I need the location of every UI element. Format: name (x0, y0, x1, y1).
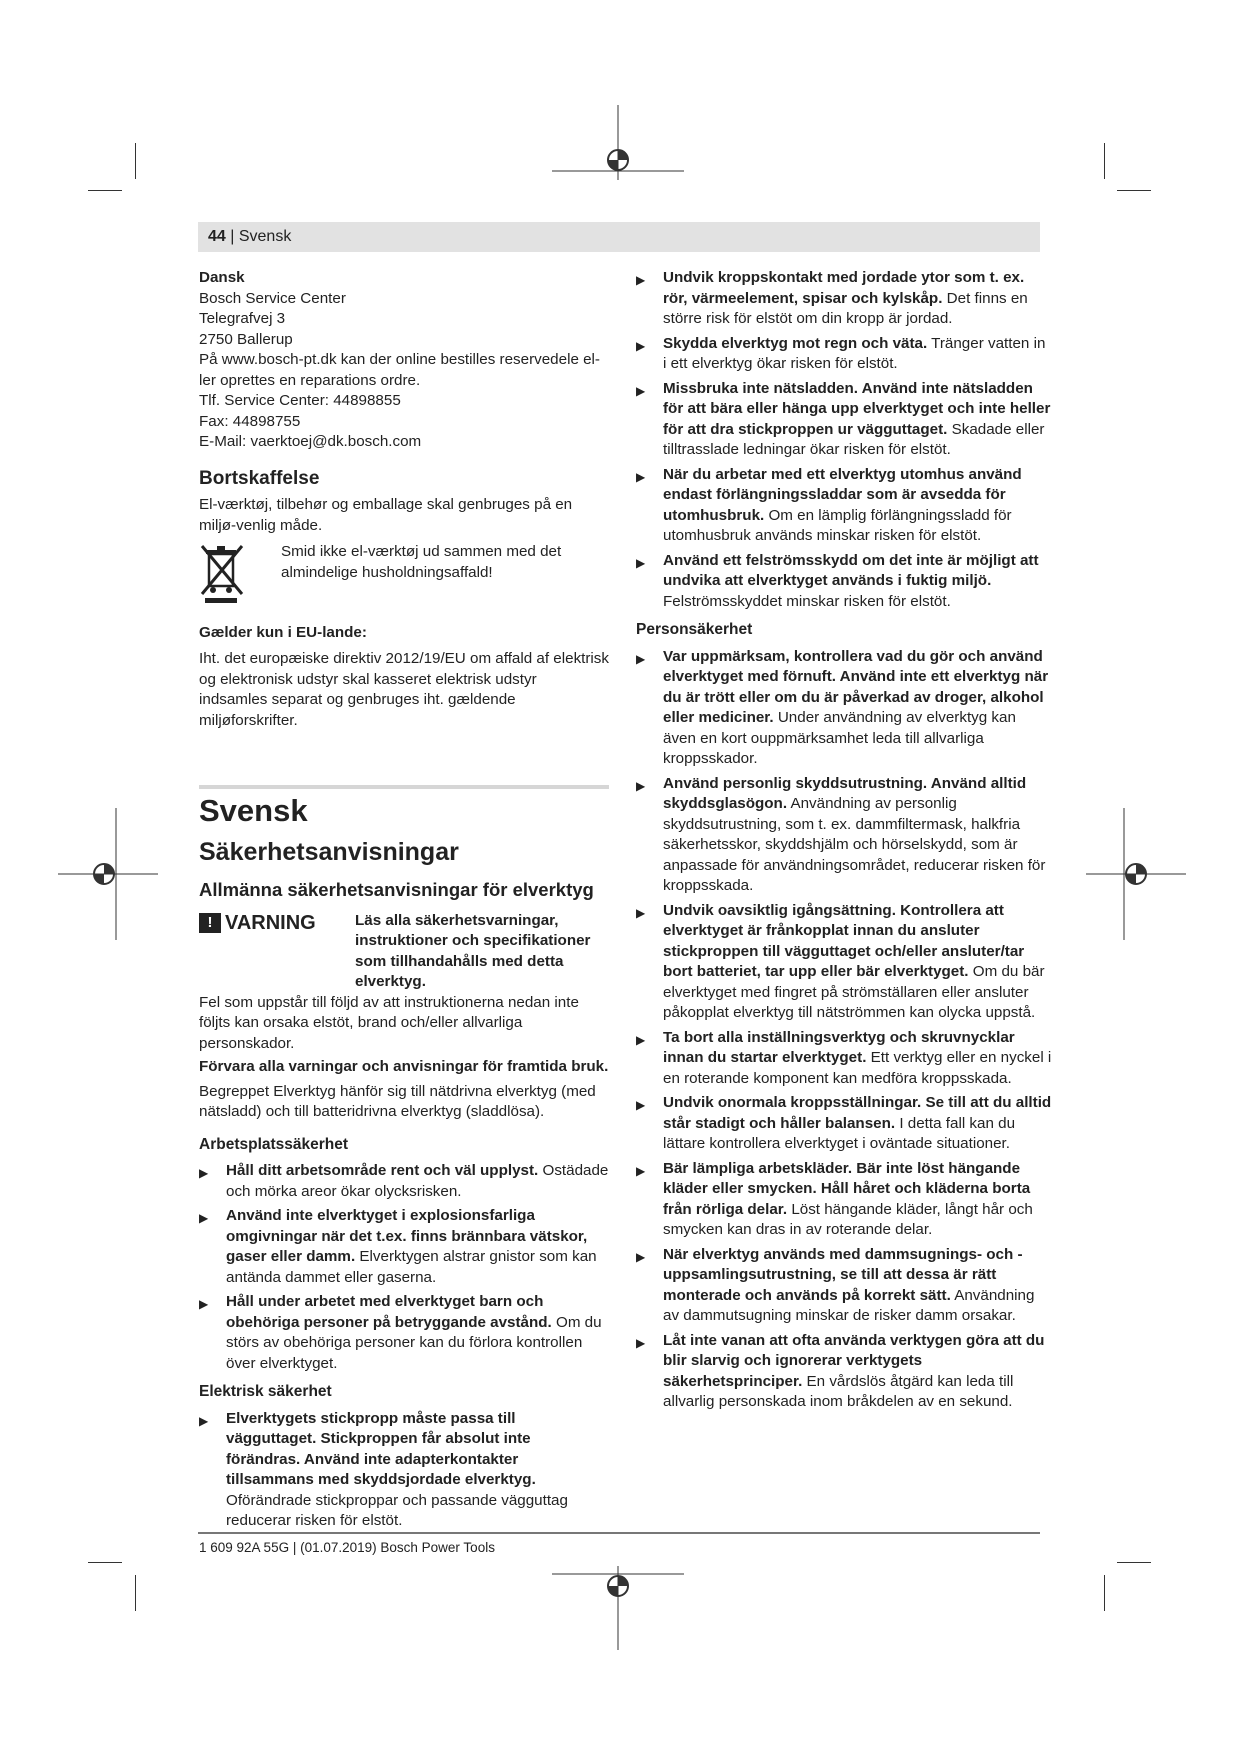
crop-mark (1104, 1575, 1105, 1611)
item-bold: Använd personlig skyddsutrustning. Använd alltid skyddsglasögon. (663, 774, 1027, 812)
bullet-arrow-icon: ▶ (636, 778, 646, 793)
registration-mark-left (58, 808, 158, 940)
warning-block (199, 911, 609, 993)
dansk-address-line: Bosch Service Center (199, 289, 346, 307)
language-heading: Svensk (199, 793, 308, 828)
list-item (636, 551, 1052, 613)
registration-mark-bottom (552, 1566, 684, 1656)
bullet-arrow-icon: ▶ (636, 905, 646, 920)
item-bold: Håll under arbetet med elverktyget barn och obehöriga personer på betryggande avstånd. (226, 1293, 552, 1331)
item-text: En vårdslös åtgärd kan leda till allvarlig personskada inom bråkdelen av en sekund. (663, 1372, 1014, 1410)
item-bold: När du arbetar med ett elverktyg utomhus använd endast förlängningssladdar som är avsedda för utomhusbruk. (663, 465, 1022, 524)
list-item (199, 1206, 609, 1288)
term-text: Begreppet Elverktyg hänför sig till nätdrivna elverktyg (med nätsladd) och till batteridrivna elverktyg (sladdlösa). (199, 1082, 596, 1120)
item-bold: Undvik onormala kroppsställningar. Se till att du alltid står stadigt och håller balansen. (663, 1094, 1052, 1132)
item-text: I detta fall kan du lättare kontrollera elverktyget i oväntade situationer. (663, 1114, 1016, 1152)
dansk-address-line: Telegrafvej 3 (199, 310, 286, 327)
bullet-arrow-icon: ▶ (199, 1166, 209, 1180)
dansk-address-line: Tlf. Service Center: 44898855 (199, 392, 401, 409)
warning-text: Fel som uppstår till följd av att instruktionerna nedan inte följts kan orsaka elstöt, brand och/eller allvarliga personskador. (199, 993, 579, 1052)
crop-mark (1117, 1562, 1151, 1563)
item-text: Om du bär elverktyget med fingret på strömställaren eller ansluter påkopplat elverktyg till nätströmmen kan olycka uppstå. (663, 963, 1045, 1021)
right-column (636, 268, 1052, 1417)
dansk-address-line: ler oprettes en reparations ordre. (199, 371, 421, 389)
bullet-arrow-icon: ▶ (636, 469, 646, 484)
item-text: Oförändrade stickproppar och passande vägguttag reducerar risken för elstöt. (226, 1491, 568, 1529)
weee-notice (199, 542, 609, 611)
bullet-arrow-icon: ▶ (636, 1163, 646, 1178)
safety-title: Säkerhetsanvisningar (199, 837, 459, 866)
eu-text: Iht. det europæiske direktiv 2012/19/EU om affald af elektrisk og elektronisk udstyr skal kasseret elektrisk udstyr indsamles separat og genbruges iht. gældende miljøforskrifter. (199, 650, 609, 729)
item-text: Skadade eller tilltrasslade ledningar ökar risken för elstöt. (663, 420, 1045, 458)
dansk-address-line: 2750 Ballerup (199, 330, 293, 348)
bullet-arrow-icon: ▶ (636, 555, 646, 570)
warning-bold-text: Läs alla säkerhetsvarningar, instruktioner och specifikationer som tillhandahålls med detta elverktyg. (355, 911, 591, 990)
bullet-arrow-icon: ▶ (636, 1335, 646, 1350)
registration-mark-right (1086, 808, 1186, 940)
dansk-heading: Dansk (199, 269, 245, 286)
electrical-heading: Elektrisk säkerhet (199, 1383, 332, 1400)
eu-heading: Gælder kun i EU-lande: (199, 623, 367, 641)
footer-rule (198, 1532, 1040, 1534)
crop-mark (135, 143, 136, 179)
work-area-heading: Arbetsplatssäkerhet (199, 1135, 349, 1153)
item-text: Under användning av elverktyg kan även en kort ouppmärksamhet leda till allvarliga kroppsskador. (663, 709, 1016, 767)
item-bold: Skydda elverktyg mot regn och väta. (663, 334, 928, 352)
warning-label (199, 913, 355, 934)
item-bold: Bär lämpliga arbetskläder. Bär inte löst hängande kläder eller smycken. Håll håret och kläderna borta från rörliga delar. (663, 1159, 1031, 1218)
left-column (199, 268, 609, 1536)
list-item (636, 1028, 1052, 1090)
item-bold: Använd ett felströmsskydd om det inte är möjligt att undvika att elverktyget används i fuktig miljö. (663, 551, 1039, 589)
list-item (636, 774, 1052, 897)
item-text: Ostädade och mörka areor ökar olycksrisken. (226, 1162, 609, 1200)
general-safety-heading: Allmänna säkerhetsanvisningar för elverktyg (199, 879, 594, 900)
header-section-name: Svensk (238, 228, 292, 245)
page-number: 44 (208, 228, 226, 245)
list-item (636, 901, 1052, 1024)
list-item (199, 1161, 609, 1202)
crop-mark (1104, 143, 1105, 179)
disposal-heading: Bortskaffelse (199, 467, 320, 489)
item-bold: Låt inte vanan att ofta använda verktygen göra att du blir slarvig och ignorerar verktygets säkerhetsprinciper. (663, 1331, 1045, 1390)
item-bold: Elverktygets stickpropp måste passa till vägguttaget. Stickproppen får absolut inte förändras. Använd inte adapterkontakter tillsammans med skyddsjordade elverktyg. (226, 1409, 536, 1488)
list-item (636, 465, 1052, 547)
list-item (636, 1159, 1052, 1241)
keep-notice: Förvara alla varningar och anvisningar för framtida bruk. (199, 1058, 609, 1075)
item-text: Elverktygen alstrar gnistor som kan antända dammet eller gaserna. (226, 1248, 597, 1286)
disposal-text: El-værktøj, tilbehør og emballage skal genbruges på en miljø-venlig måde. (199, 496, 573, 534)
item-bold: Missbruka inte nätsladden. Använd inte nätsladden för att bära eller hänga upp elverktyget och inte heller för att dra stickproppen ur vägguttaget. (663, 379, 1051, 438)
item-text: Om du störs av obehöriga personer kan du förlora kontrollen över elverktyget. (226, 1313, 602, 1372)
dansk-address-line: På www.bosch-pt.dk kan der online bestilles reservedele el- (199, 351, 600, 368)
bullet-arrow-icon: ▶ (636, 338, 646, 353)
bullet-arrow-icon: ▶ (636, 1032, 646, 1047)
header-text: 44 | Svensk (208, 228, 292, 245)
item-text: Om en lämplig förlängningssladd för utomhusbruk används minskar risken för elstöt. (663, 506, 1012, 544)
crop-mark (88, 190, 122, 191)
item-bold: Ta bort alla inställningsverktyg och skruvnycklar innan du startar elverktyget. (663, 1028, 1015, 1066)
crossed-bin-icon (199, 542, 281, 611)
warning-label-text: VARNING (225, 911, 316, 934)
dansk-address-line: Fax: 44898755 (199, 412, 301, 430)
bullet-arrow-icon: ▶ (636, 1098, 646, 1112)
list-item (636, 1245, 1052, 1327)
item-bold: Håll ditt arbetsområde rent och väl upplyst. (226, 1162, 539, 1179)
list-item (636, 1331, 1052, 1413)
crop-mark (88, 1562, 122, 1563)
weee-text: Smid ikke el-værktøj ud sammen med det almindelige husholdningsaffald! (281, 543, 562, 581)
crop-mark (135, 1575, 136, 1611)
dansk-address-line: E-Mail: vaerktoej@dk.bosch.com (199, 433, 422, 450)
item-text: Ett verktyg eller en nyckel i en roterande komponent kan medföra kroppsskada. (663, 1049, 1052, 1087)
item-bold: Använd inte elverktyget i explosionsfarliga omgivningar när det t.ex. finns brännbara vätskor, gaser eller damm. (226, 1207, 588, 1265)
warning-triangle-icon: ! (199, 913, 221, 933)
bullet-arrow-icon: ▶ (636, 273, 646, 287)
page-header (198, 222, 1040, 252)
list-item (636, 379, 1052, 461)
bullet-arrow-icon: ▶ (636, 383, 646, 398)
list-item (636, 1093, 1052, 1155)
bullet-arrow-icon: ▶ (636, 651, 646, 666)
bullet-arrow-icon: ▶ (199, 1297, 209, 1311)
list-item (636, 268, 1052, 330)
section-divider (199, 785, 609, 789)
personal-heading: Personsäkerhet (636, 621, 753, 638)
item-text: Löst hängande kläder, långt hår och smycken kan dras in av roterande delar. (663, 1200, 1033, 1238)
bullet-arrow-icon: ▶ (199, 1413, 209, 1428)
item-bold: Undvik oavsiktlig igångsättning. Kontrollera att elverktyget är frånkopplat innan du ansluter stickproppen till vägguttaget och/eller ansluter/tar bort batteriet, tar upp eller bär elverktyget. (663, 901, 1025, 980)
item-bold: Var uppmärksam, kontrollera vad du gör och använd elverktyget med förnuft. Använd inte ett elverktyg när du är trött eller om du är påverkad av droger, alkohol eller mediciner. (663, 647, 1049, 726)
item-bold: Undvik kroppskontakt med jordade ytor som t. ex. rör, värmeelement, spisar och kylskåp. (663, 269, 1025, 307)
registration-mark-top (552, 105, 684, 205)
list-item (636, 647, 1052, 770)
list-item (199, 1409, 609, 1532)
item-text: Användning av personlig skyddsutrustning, som t. ex. dammfiltermask, halkfria säkerhetsskor, skyddshjälm och hörselskydd, som är anpassade för användningsområdet, reducerar risken för kroppsskada. (663, 795, 1046, 894)
item-text: Felströmsskyddet minskar risken för elstöt. (663, 592, 951, 610)
footer-text: 1 609 92A 55G | (01.07.2019) Bosch Power Tools (199, 1540, 495, 1555)
list-item (199, 1292, 609, 1374)
item-bold: När elverktyg används med dammsugnings- och -uppsamlingsutrustning, se till att dessa är rätt monterade och används på korrekt sätt. (663, 1245, 1023, 1304)
item-text: Det finns en större risk för elstöt om din kropp är jordad. (663, 289, 1028, 327)
bullet-arrow-icon: ▶ (636, 1249, 646, 1264)
item-text: Användning av dammutsugning minskar de risker damm orsakar. (663, 1286, 1035, 1324)
list-item (636, 334, 1052, 375)
bullet-arrow-icon: ▶ (199, 1211, 209, 1225)
crop-mark (1117, 190, 1151, 191)
item-text: Tränger vatten in i ett elverktyg ökar risken för elstöt. (663, 334, 1046, 372)
